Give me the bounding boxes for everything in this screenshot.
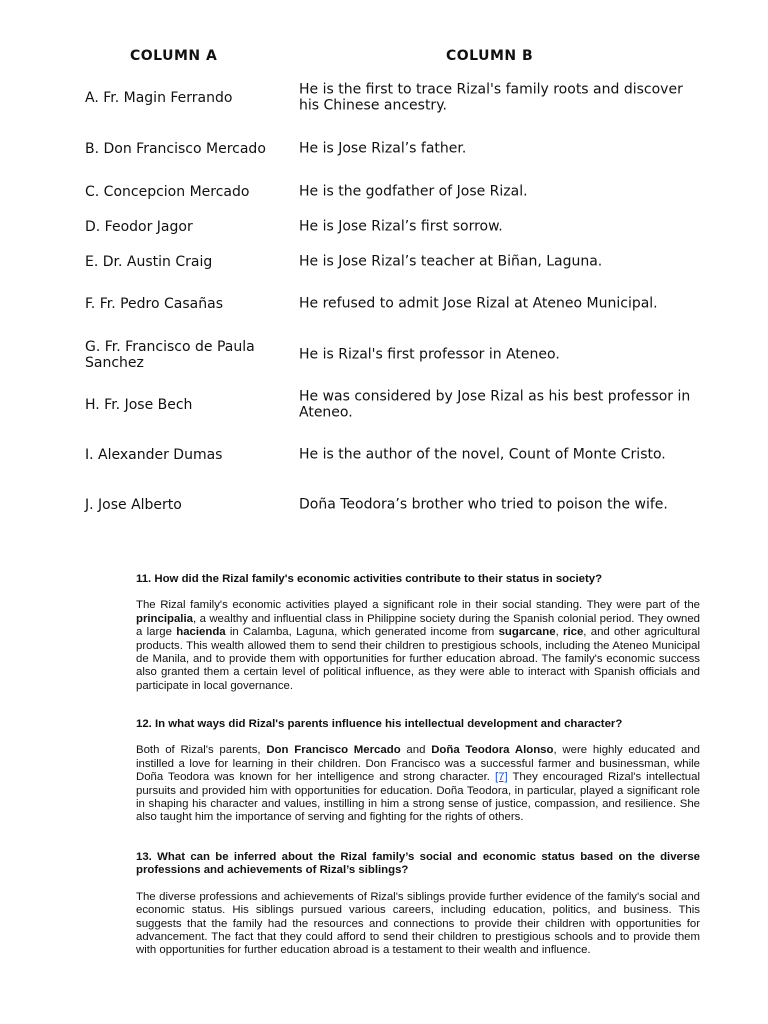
question-12-section	[136, 718, 700, 825]
question-11-section	[136, 573, 700, 693]
column-a-cell: H. Fr. Jose Bech	[85, 397, 193, 413]
matching-table	[80, 44, 700, 513]
column-b-cell: He is the author of the novel, Count of Monte Cristo.	[299, 446, 666, 463]
column-a-cell: J. Jose Alberto	[85, 497, 182, 513]
column-b-header: COLUMN B	[446, 48, 534, 64]
bold-term: hacienda	[176, 626, 226, 639]
column-b-cell: Doña Teodora’s brother who tried to poison the wife.	[299, 496, 668, 513]
answer-11: The Rizal family's economic activities played a significant role in their social standing. They were part of the principalia, a wealthy and influential class in Philippine society during the Spanish colonial period. They owned a large hacienda in Calamba, Laguna, which generated income from sugarcane, rice, and other agricultural products. This wealth allowed them to send their children to prestigious schools, including the Ateneo Municipal de Manila, and to provide them with opportunities for further education abroad. The family's economic success also granted them a certain level of political influence, as they were able to interact with Spanish officials and participate in local governance.	[136, 599, 700, 692]
column-b-cell: He is Jose Rizal’s father.	[299, 140, 467, 157]
column-b-cell: He was considered by Jose Rizal as his best professor in Ateneo.	[299, 388, 691, 420]
question-11: 11. How did the Rizal family's economic activities contribute to their status in society?	[136, 573, 603, 585]
column-b-cell: He refused to admit Jose Rizal at Ateneo Municipal.	[299, 295, 658, 312]
bold-term: sugarcane	[498, 626, 556, 639]
column-a-cell: G. Fr. Francisco de Paula Sanchez	[85, 339, 255, 371]
bold-term: Don Francisco Mercado	[266, 744, 401, 757]
column-b-cell: He is Jose Rizal’s teacher at Biñan, Laguna.	[299, 253, 603, 270]
bold-term: Doña Teodora Alonso	[431, 744, 554, 757]
column-b-cell: He is the godfather of Jose Rizal.	[299, 183, 528, 200]
column-a-cell: B. Don Francisco Mercado	[85, 141, 266, 157]
column-a-cell: C. Concepcion Mercado	[85, 184, 250, 200]
column-a-header: COLUMN A	[130, 48, 218, 64]
bold-term: principalia	[136, 612, 193, 625]
question-13-section	[136, 851, 700, 958]
column-a-cell: D. Feodor Jagor	[85, 219, 193, 235]
question-12: 12. In what ways did Rizal's parents influence his intellectual development and character?	[136, 718, 623, 730]
column-a-cell: I. Alexander Dumas	[85, 447, 223, 463]
table-header	[80, 44, 700, 70]
answer-13: The diverse professions and achievements of Rizal's siblings provide further evidence of the family's social and economic status. His siblings pursued various careers, including education, politics, and business. This suggests that the family had the resources and connections to provide their children with opportunities for advancement. The fact that they could afford to send their children to prestigious schools and to provide them with opportunities for further education abroad is a testament to their wealth and influence.	[136, 890, 700, 957]
column-a-cell: F. Fr. Pedro Casañas	[85, 296, 223, 312]
column-a-cell: E. Dr. Austin Craig	[85, 254, 213, 270]
column-b-cell: He is Jose Rizal’s first sorrow.	[299, 218, 503, 235]
column-b-cell: He is Rizal's first professor in Ateneo.	[299, 346, 560, 363]
answer-12: Both of Rizal's parents, Don Francisco Mercado and Doña Teodora Alonso, were highly educated and instilled a love for learning in their children. Don Francisco was a successful farmer and businessman, while Doña Teodora was known for her intelligence and strong character. [7] They encouraged Rizal's intellectual pursuits and provided him with opportunities for education. Doña Teodora, in particular, played a significant role in shaping his character and values, instilling in him a strong sense of justice, compassion, and resilience. She also taught him the importance of serving and fighting for the rights of others.	[136, 744, 700, 824]
column-a-cell: A. Fr. Magin Ferrando	[85, 90, 233, 106]
column-b-cell: He is the first to trace Rizal's family roots and discover his Chinese ancestry.	[299, 81, 683, 113]
bold-term: rice	[563, 626, 584, 639]
question-13: 13. What can be inferred about the Rizal family’s social and economic status based on the diverse professions and achievements of Rizal’s siblings?	[136, 851, 700, 877]
citation-link[interactable]: [7]	[494, 771, 508, 784]
